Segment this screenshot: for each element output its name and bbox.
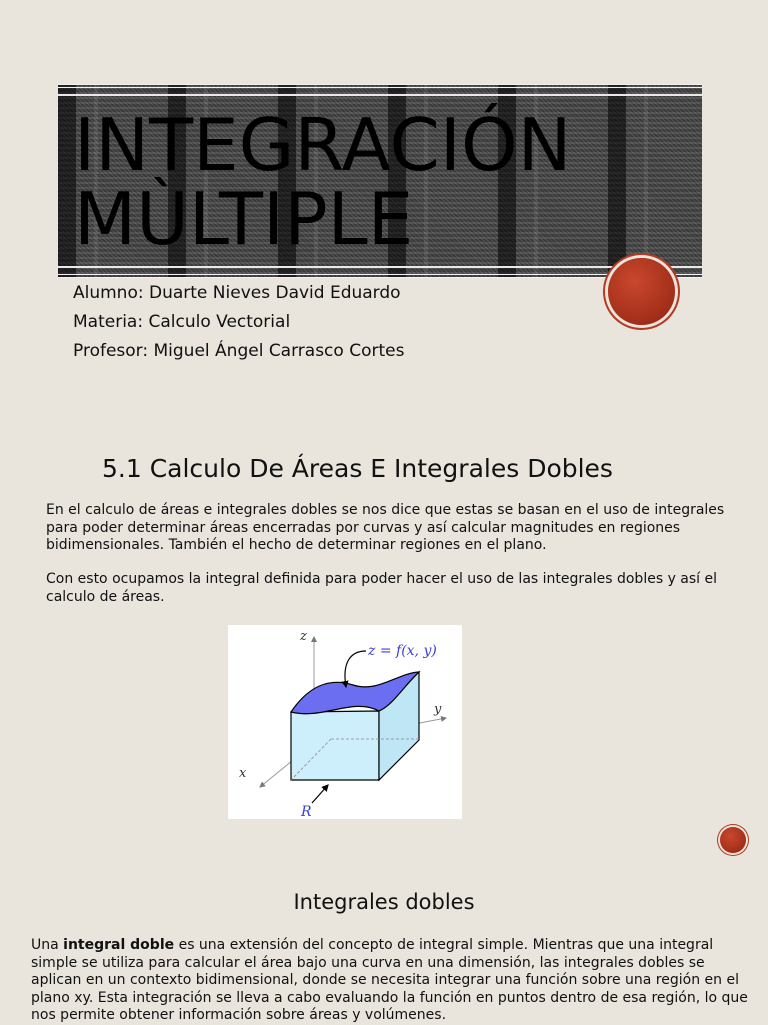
page-title	[74, 103, 572, 261]
integrales-paragraph	[31, 937, 749, 1025]
section-paragraph-1: En el calculo de áreas e integrales dobles se nos dice que estas se basan en el uso de integrales para poder determinar áreas encerradas por curvas y así calcular magnitudes en regiones bidimensionales. También el hecho de determinar regiones en el plano.	[46, 502, 725, 553]
title-line-1: INTEGRACIÓN	[74, 103, 572, 187]
label-function: z = f(x, y)	[368, 643, 437, 659]
label-z: z	[300, 629, 307, 644]
subject-line: Materia: Calculo Vectorial	[73, 312, 291, 332]
decorative-orb-small	[720, 827, 746, 853]
decorative-orb-large	[608, 258, 675, 325]
title-banner	[58, 84, 702, 278]
banner-line-bottom	[58, 266, 702, 268]
double-integral-figure	[228, 625, 462, 819]
box-front	[291, 711, 379, 780]
label-y: y	[434, 702, 442, 717]
section-paragraph-2: Con esto ocupamos la integral definida para poder hacer el uso de las integrales dobles y así el calculo de áreas.	[46, 571, 718, 605]
title-line-2: MÙLTIPLE	[74, 177, 414, 261]
para-bold-term: integral doble	[63, 937, 175, 953]
section-title: 5.1 Calculo De Áreas E Integrales Dobles	[102, 454, 613, 483]
author-info	[73, 279, 404, 366]
volume-diagram	[228, 625, 462, 819]
teacher-line: Profesor: Miguel Ángel Carrasco Cortes	[73, 341, 405, 361]
banner-line-top	[58, 94, 702, 96]
subsection-title: Integrales dobles	[293, 890, 475, 914]
student-line: Alumno: Duarte Nieves David Eduardo	[73, 283, 401, 303]
para-rest: es una extensión del concepto de integral simple. Mientras que una integral simple se utiliza para calcular el área bajo una curva en una dimensión, las integrales dobles se aplican en un contexto bidimensional, donde se necesita integrar una función sobre una región en el plano xy. Esta integración se lleva a cabo evaluando la función en puntos dentro de esa región, lo que nos permite obtener información sobre áreas y volúmenes.	[31, 937, 748, 1023]
label-region: R	[301, 804, 312, 819]
region-pointer	[312, 785, 328, 803]
label-x: x	[239, 766, 247, 781]
para-lead: Una	[31, 937, 64, 953]
surface-pointer	[345, 651, 366, 687]
